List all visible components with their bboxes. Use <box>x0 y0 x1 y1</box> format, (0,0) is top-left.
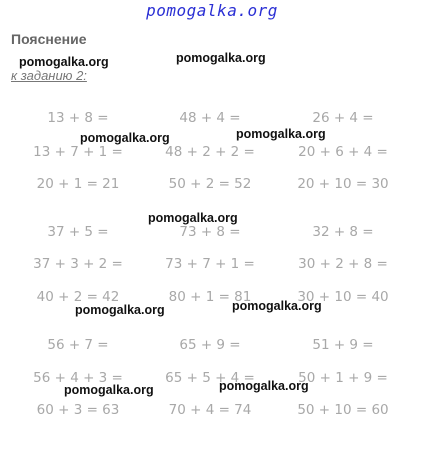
equation: 32 + 8 = <box>312 224 374 240</box>
section-heading: Пояснение <box>11 31 87 47</box>
equation: 80 + 1 = 81 <box>168 289 252 305</box>
equation: 40 + 2 = 42 <box>36 289 120 305</box>
equation: 20 + 6 + 4 = <box>298 144 388 160</box>
watermark: pomogalka.org <box>176 51 266 65</box>
equation: 30 + 10 = 40 <box>297 289 389 305</box>
equation: 60 + 3 = 63 <box>36 402 120 418</box>
equation: 13 + 7 + 1 = <box>33 144 123 160</box>
equation: 13 + 8 = <box>47 110 109 126</box>
equation: 50 + 10 = 60 <box>297 402 389 418</box>
watermark: pomogalka.org <box>232 299 322 313</box>
equation: 51 + 9 = <box>312 337 374 353</box>
equation: 73 + 8 = <box>179 224 241 240</box>
site-title: pomogalka.org <box>146 1 278 20</box>
equation: 37 + 5 = <box>47 224 109 240</box>
equation: 48 + 4 = <box>179 110 241 126</box>
equation: 56 + 7 = <box>47 337 109 353</box>
equation: 56 + 4 + 3 = <box>33 370 123 386</box>
equation: 20 + 10 = 30 <box>297 176 389 192</box>
equation: 20 + 1 = 21 <box>36 176 120 192</box>
equation: 50 + 2 = 52 <box>168 176 252 192</box>
task-reference: к заданию 2: <box>11 68 87 83</box>
equation: 26 + 4 = <box>312 110 374 126</box>
watermark: pomogalka.org <box>219 379 309 393</box>
equation: 30 + 2 + 8 = <box>298 256 388 272</box>
equation: 73 + 7 + 1 = <box>165 256 255 272</box>
equation: 37 + 3 + 2 = <box>33 256 123 272</box>
equation: 70 + 4 = 74 <box>168 402 252 418</box>
watermark: pomogalka.org <box>19 55 109 69</box>
equation: 65 + 5 + 4 = <box>165 370 255 386</box>
watermark: pomogalka.org <box>236 127 326 141</box>
watermark: pomogalka.org <box>64 383 154 397</box>
equation: 48 + 2 + 2 = <box>165 144 255 160</box>
equation: 65 + 9 = <box>179 337 241 353</box>
watermark: pomogalka.org <box>75 303 165 317</box>
watermark: pomogalka.org <box>80 131 170 145</box>
equation: 50 + 1 + 9 = <box>298 370 388 386</box>
watermark: pomogalka.org <box>148 211 238 225</box>
